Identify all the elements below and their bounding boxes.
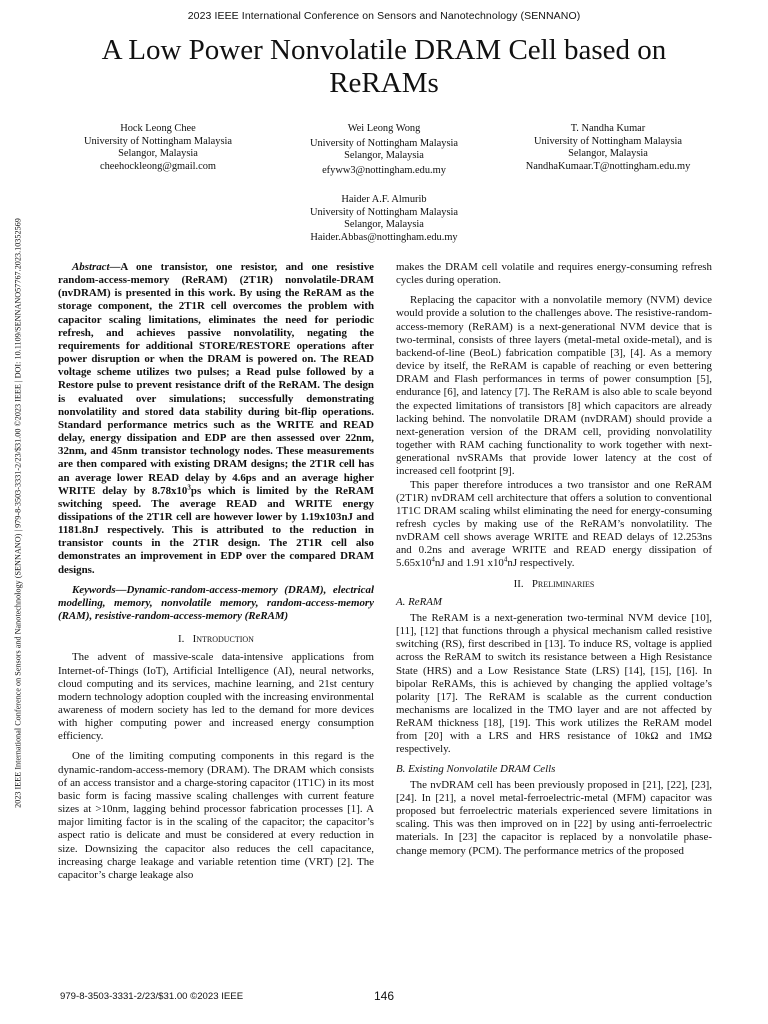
title-line-2: ReRAMs — [329, 67, 439, 99]
reram-paragraph: The ReRAM is a next-generation two-terminal NVM device [10], [11], [12] that functions through a physical mechanism called resistive switching (RS), first described in [13]. To induce RS, voltage is applied across the ReRAM to switch its resistance between a High Resistance State (HRS) and a Low Resistance State (LRS) [14], [15], [16]. In bipolar ReRAMs, this is achieved by changing the applied voltage’s polarity [17]. The ReRAM is scalable as the current conduction mechanisms are localized in the TMO layer and are not affected by ReRAM thickness [18], [19]. This work utilizes the ReRAM model from [20] with a LRS and HRS resistance of 10kΩ and 1MΩ respectively. — [396, 611, 712, 756]
author-name: Hock Leong Chee — [120, 123, 196, 134]
author-location: Selangor, Malaysia — [568, 148, 648, 160]
sidebar-doi — [12, 158, 24, 868]
subsection-heading-nvdram: B. Existing Nonvolatile DRAM Cells — [396, 762, 556, 775]
author-email: Haider.Abbas@nottingham.edu.my — [310, 231, 458, 243]
paper-title — [40, 34, 728, 100]
abstract: Abstract—A one transistor, one resistor, and one resistive random-access-memory (ReRAM) (2T1R) nonvolatile-DRAM (nvDRAM) is presented in this work. By using the ReRAM as the storage component, the 2T1R cell overcomes the problem with capacitor scaling limitations, eliminates the need for periodic refresh, and achieves passive nonvolatility, negating the requirements for additional STORE/RESTORE operations after power disruption or when the DRAM is powered on. The READ voltage scheme utilizes two pulses; a Read pulse followed by a Restore pulse to prevent resistance drift of the ReRAM. The design is evaluated over simulations; successfully demonstrating nonvolatility and stored data stability during bit-flip operations. Standard performance metrics such as the WRITE and READ delay, energy dissipation and EDP are then assessed over 22nm, 32nm, and 45nm transistor technology nodes. These measurements are then compared with existing DRAM designs; the 2T1R cell has an average lower READ delay by 4.6ps and an average higher WRITE delay by $8.78x10^3ps$ which is limited by the ReRAM switching speed. The average READ and WRITE energy dissipations of the 2T1R cell are however lower by 1.19x103nJ and 1181.8nJ respectively. This is attributed to the reduction in transistor counts in the 2T1R design. The 2T1R cell also demonstrates an improvement in EDP over the compared DRAM designs. — [58, 261, 374, 576]
keywords-label: Keywords — [72, 583, 116, 596]
left-column — [58, 261, 374, 882]
section-heading-introduction: I. Introduction — [178, 633, 254, 646]
author-affiliation: University of Nottingham Malaysia — [83, 135, 233, 147]
author-affiliation: University of Nottingham Malaysia — [533, 135, 683, 147]
author-affiliation: University of Nottingham Malaysia — [309, 206, 459, 218]
author-block-4 — [274, 194, 494, 244]
subsection-heading-reram: A. ReRAM — [396, 595, 442, 608]
conference-header: 2023 IEEE International Conference on Sensors and Nanotechnology (SENNANO) — [187, 10, 581, 22]
author-email: efyww3@nottingham.edu.my — [322, 164, 446, 176]
author-email: cheehockleong@gmail.com — [99, 160, 217, 172]
author-location: Selangor, Malaysia — [344, 150, 424, 162]
author-location: Selangor, Malaysia — [344, 219, 424, 231]
abstract-label: Abstract — [72, 261, 110, 273]
title-line-1: A Low Power Nonvolatile DRAM Cell based on — [101, 34, 667, 66]
author-name: Wei Leong Wong — [347, 123, 421, 134]
author-email: NandhaKumaar.T@nottingham.edu.my — [525, 160, 691, 172]
keywords: Keywords—Dynamic-random-access-memory (DRAM), electrical modelling, memory, nonvolatile memory, random-access-memory (RAM), resistive-random-access-memory (ReRAM) — [58, 583, 374, 623]
author-block-2 — [274, 123, 494, 177]
author-block-1 — [48, 123, 268, 173]
page-number: 146 — [373, 989, 395, 1003]
nvdram-paragraph: The nvDRAM cell has been previously proposed in [21], [22], [23], [24]. In [21], a novel metal-ferroelectric-metal (MFM) capacitor was proposed but ferroelectric materials experienced severe limitations in scaling. This was then improved on in [22] by using anti-ferroelectric materials. In [23] the capacitor is replaced by a nonvolatile phase-change memory (PCM). The performance metrics of the proposed — [396, 778, 712, 857]
author-name: Haider A.F. Almurib — [341, 194, 427, 205]
section-heading-preliminaries: II. Preliminaries — [513, 577, 595, 590]
author-location: Selangor, Malaysia — [118, 148, 198, 160]
right-column — [396, 261, 712, 858]
author-block-3 — [498, 123, 718, 173]
intro-paragraph-2-cont: makes the DRAM cell volatile and requires energy-consuming refresh cycles during operation. — [396, 261, 712, 287]
footer-isbn: 979-8-3503-3331-2/23/$31.00 ©2023 IEEE — [60, 991, 244, 1002]
intro-paragraph-4: This paper therefore introduces a two transistor and one ReRAM (2T1R) nvDRAM cell architecture that offers a solution to conventional 1T1C DRAM scaling whilst eliminating the need for energy-consuming refresh cycles by making use of the ReRAM’s nonvolatility. The nvDRAM cell shows average WRITE and READ delays of 12.253ns and 0.2ns and average WRITE and READ energy dissipation of $5.65x10^4nJ$ and 1.91 $x10^4nJ$ respectively. — [396, 478, 712, 570]
intro-paragraph-1: The advent of massive-scale data-intensive applications from Internet-of-Things (IoT), Artificial Intelligence (AI), neural networks, cloud computing and its services, machine learning, and 21st century modern technology adoption coupled with the increasing environmental awareness of modern society has led to the demand for more devices with higher computing power and increased energy consumption efficiency. — [58, 651, 374, 743]
author-affiliation: University of Nottingham Malaysia — [309, 137, 459, 149]
intro-paragraph-3: Replacing the capacitor with a nonvolatile memory (NVM) device would provide a solution to the challenges above. The resistive-random-access-memory (ReRAM) is a next-generational NVM device that is two-terminal, consists of three layers (metal-metal oxide-metal), and is backend-of-line (BeoL) fabrication compatible [3], [4]. As a memory device by itself, the ReRAM is capable of reaching or even bettering DRAM and Flash performances in terms of power consumption [5], endurance [6], and latency [7]. The ReRAM is also able to scale beyond the expected limitations of transistors [8] which capacitors are already lacking behind. The nonvolatile DRAM (nvDRAM) should provide a next-generation version of the DRAM cell, providing nonvolatility together with RAM caching functionality to work together with next-generational nvSRAMs that provide lower latency at the cost of increased cell footprint [9]. — [396, 294, 712, 478]
author-name: T. Nandha Kumar — [570, 123, 646, 134]
sidebar-doi-text: 2023 IEEE International Conference on Sensors and Nanotechnology (SENNANO) | 979-8-3503-3331-2/23/$31.00 ©2023 IEEE | DOI: 10.1109/SENNANO57767.2023.10352569 — [13, 218, 23, 808]
intro-paragraph-2: One of the limiting computing components in this regard is the dynamic-random-access-memory (DRAM). The DRAM which consists of an access transistor and a charge-storing capacitor (1T1C) in its most basic form is facing massive scaling challenges with current feature sizes at >10nm, lagging behind processor fabrication processes [1]. A major limiting factor is in the scaling of the capacitor; the capacitor’s aspect ratio is delicate and must be considered at every reduction in size. Downsizing the capacitor also reduces the cell capacitance, increasing charge leakage and variable retention time (VRT) [2]. The capacitor’s charge leakage also — [58, 750, 374, 881]
